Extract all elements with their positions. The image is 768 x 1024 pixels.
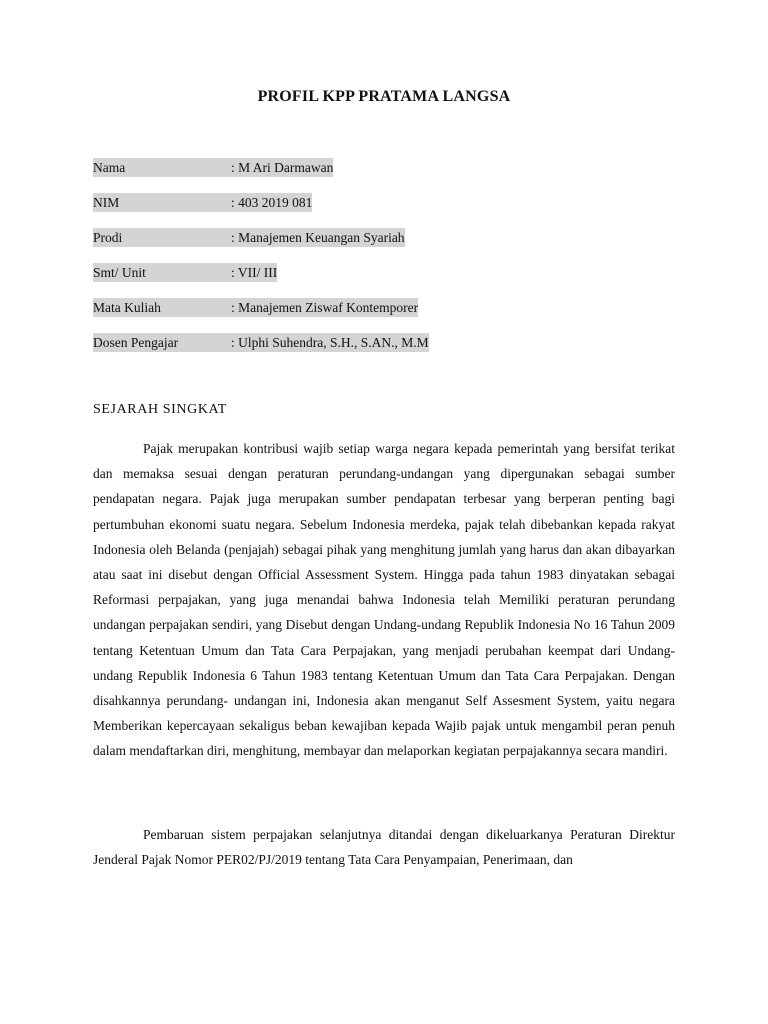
info-label: Smt/ Unit xyxy=(93,263,231,282)
section-heading: SEJARAH SINGKAT xyxy=(93,402,227,417)
info-value: : Manajemen Ziswaf Kontemporer xyxy=(231,300,419,315)
paragraph: Pembaruan sistem perpajakan selanjutnya ditandai dengan dikeluarkanya Peraturan Direktur Jenderal Pajak Nomor PER02/PJ/2019 tentang Tata Cara Penyampaian, Penerimaan, dan xyxy=(93,827,675,868)
info-label: Nama xyxy=(93,158,231,177)
info-value: : 403 2019 081 xyxy=(231,195,313,210)
page-title: PROFIL KPP PRATAMA LANGSA xyxy=(257,88,511,105)
paragraph: Pajak merupakan kontribusi wajib setiap warga negara kepada pemerintah yang bersifat terikat dan memaksa sesuai dengan peraturan perundang-undangan yang dipergunakan sebagai sumber pendapatan negara. Pajak juga merupakan sumber pendapatan terbesar yang berperan penting bagi pertumbuhan ekonomi suatu negara. Sebelum Indonesia merdeka, pajak telah dibebankan kepada rakyat Indonesia oleh Belanda (penjajah) sebagai pihak yang menghitung jumlah yang harus dan akan dibayarkan atau saat ini disebut dengan Official Assessment System. Hingga pada tahun 1983 dinyatakan sebagai Reformasi perpajakan, yang juga menandai bahwa Indonesia telah Memiliki peraturan perundang undangan perpajakan sendiri, yang Disebut dengan Undang-undang Republik Indonesia No 16 Tahun 2009 tentang Ketentuan Umum dan Tata Cara Perpajakan, yang menjadi perubahan keempat dari Undang-undang Republik Indonesia 6 Tahun 1983 tentang Ketentuan Umum dan Tata Cara Perpajakan. Dengan disahkannya perundang- undangan ini, Indonesia akan menganut Self Assesment System, yaitu negara Memberikan kepercayaan sekaligus beban kewajiban kepada Wajib pajak untuk mengambil peran penuh dalam mendaftarkan diri, menghitung, membayar dan melaporkan kegiatan perpajakannya secara mandiri. xyxy=(93,441,675,759)
info-value: : Ulphi Suhendra, S.H., S.AN., M.M xyxy=(231,335,429,350)
info-label: Prodi xyxy=(93,228,231,247)
info-value: : M Ari Darmawan xyxy=(231,160,334,175)
info-value: : Manajemen Keuangan Syariah xyxy=(231,230,405,245)
info-value: : VII/ III xyxy=(231,265,278,280)
info-label: NIM xyxy=(93,193,231,212)
info-label: Dosen Pengajar xyxy=(93,333,231,352)
info-label: Mata Kuliah xyxy=(93,298,231,317)
